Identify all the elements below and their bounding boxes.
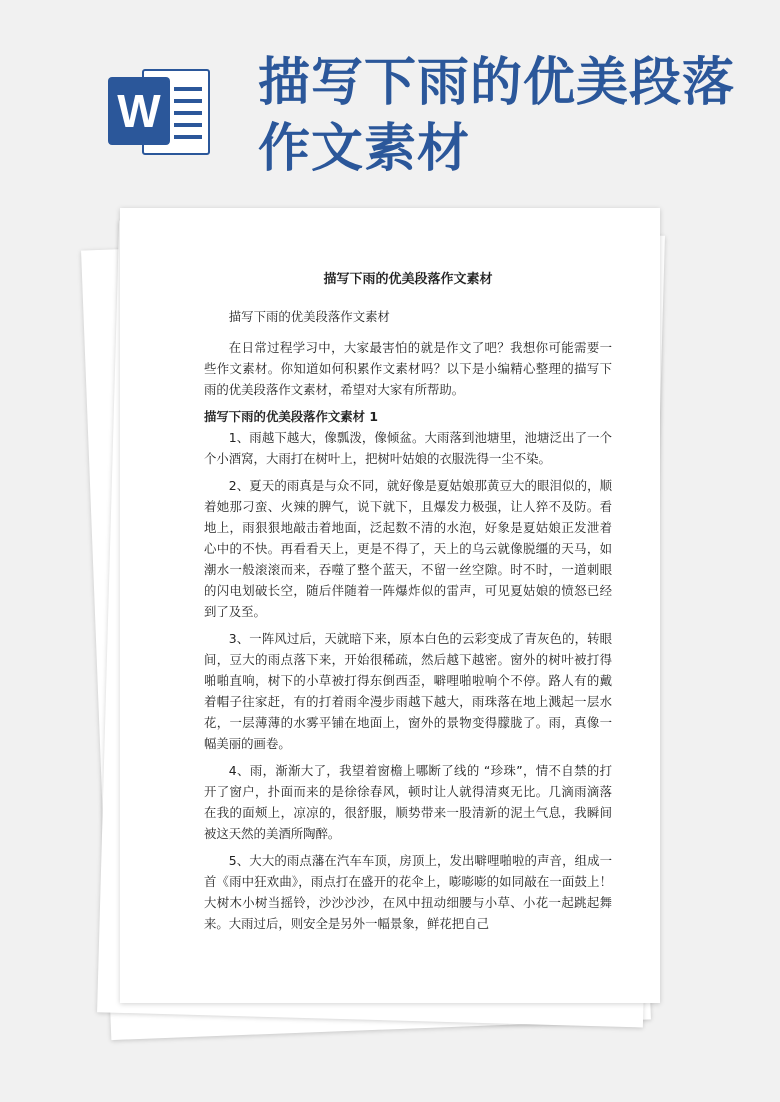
- page-title: 描写下雨的优美段落作文素材: [258, 53, 736, 179]
- text-line-icon: [174, 135, 202, 139]
- document-page[interactable]: [120, 208, 660, 1003]
- document-body: [204, 270, 612, 940]
- paragraph: 3、一阵风过后，天就暗下来，原本白色的云彩变成了青灰色的，转眼间，豆大的雨点落下来，开始很稀疏，然后越下越密。窗外的树叶被打得啪啪直响，树下的小草被打得东倒西歪，噼哩啪啦响个不停。路人有的戴着帽子往家赶，有的打着雨伞漫步雨越下越大，雨珠落在地上溅起一层水花，一层薄薄的水雾平铺在地面上，窗外的景物变得朦胧了。雨，真像一幅美丽的画卷。: [204, 631, 612, 751]
- word-logo: [108, 63, 212, 159]
- document-subtitle-line: 描写下雨的优美段落作文素材: [228, 309, 390, 324]
- document-title: 描写下雨的优美段落作文素材: [323, 272, 493, 287]
- intro-paragraph: 在日常过程学习中，大家最害怕的就是作文了吧？我想你可能需要一些作文素材。你知道如何积累作文素材吗？以下是小编精心整理的描写下雨的优美段落作文素材，希望对大家有所帮助。: [204, 340, 612, 397]
- paragraph: 2、夏天的雨真是与众不同，就好像是夏姑娘那黄豆大的眼泪似的，顺着她那刁蛮、火辣的脾气，说下就下，且爆发力极强，让人猝不及防。看地上，雨狠狠地敲击着地面，泛起数不清的水泡，好象是夏姑娘正发泄着心中的不快。再看看天上，更是不得了，天上的乌云就像脱缰的天马，如潮水一般滚滚而来，吞噬了整个蓝天，不留一丝空隙。时不时，一道刺眼的闪电划破长空，随后伴随着一阵爆炸似的雷声，可见夏姑娘的愤怒已经到了及至。: [204, 478, 612, 619]
- text-line-icon: [174, 111, 202, 115]
- text-line-icon: [174, 123, 202, 127]
- text-line-icon: [174, 99, 202, 103]
- paragraph: 1、雨越下越大，像瓢泼，像倾盆。大雨落到池塘里，池塘泛出了一个个小酒窝，大雨打在树叶上，把树叶姑娘的衣服洗得一尘不染。: [204, 430, 612, 466]
- section-heading: 描写下雨的优美段落作文素材 1: [204, 409, 379, 424]
- word-w-icon: W: [108, 77, 170, 145]
- paragraph: 5、大大的雨点藩在汽车车顶，房顶上，发出噼哩啪啦的声音，组成一首《雨中狂欢曲》，雨点打在盛开的花伞上，嘭嘭嘭的如同敲在一面鼓上！大树木小树当摇铃，沙沙沙沙，在风中扭动细腰与小草、小花一起跳起舞来。大雨过后，则安全是另外一幅景象，鲜花把自己: [204, 853, 612, 931]
- text-line-icon: [174, 87, 202, 91]
- paragraph: 4、雨，渐渐大了，我望着窗檐上哪断了线的 “珍珠”，情不自禁的打开了窗户，扑面而来的是徐徐春风，顿时让人就得清爽无比。几滴雨滴落在我的面颊上，凉凉的，很舒服，顺势带来一股清新的泥土气息，我瞬间被这天然的美酒所陶醉。: [204, 763, 612, 841]
